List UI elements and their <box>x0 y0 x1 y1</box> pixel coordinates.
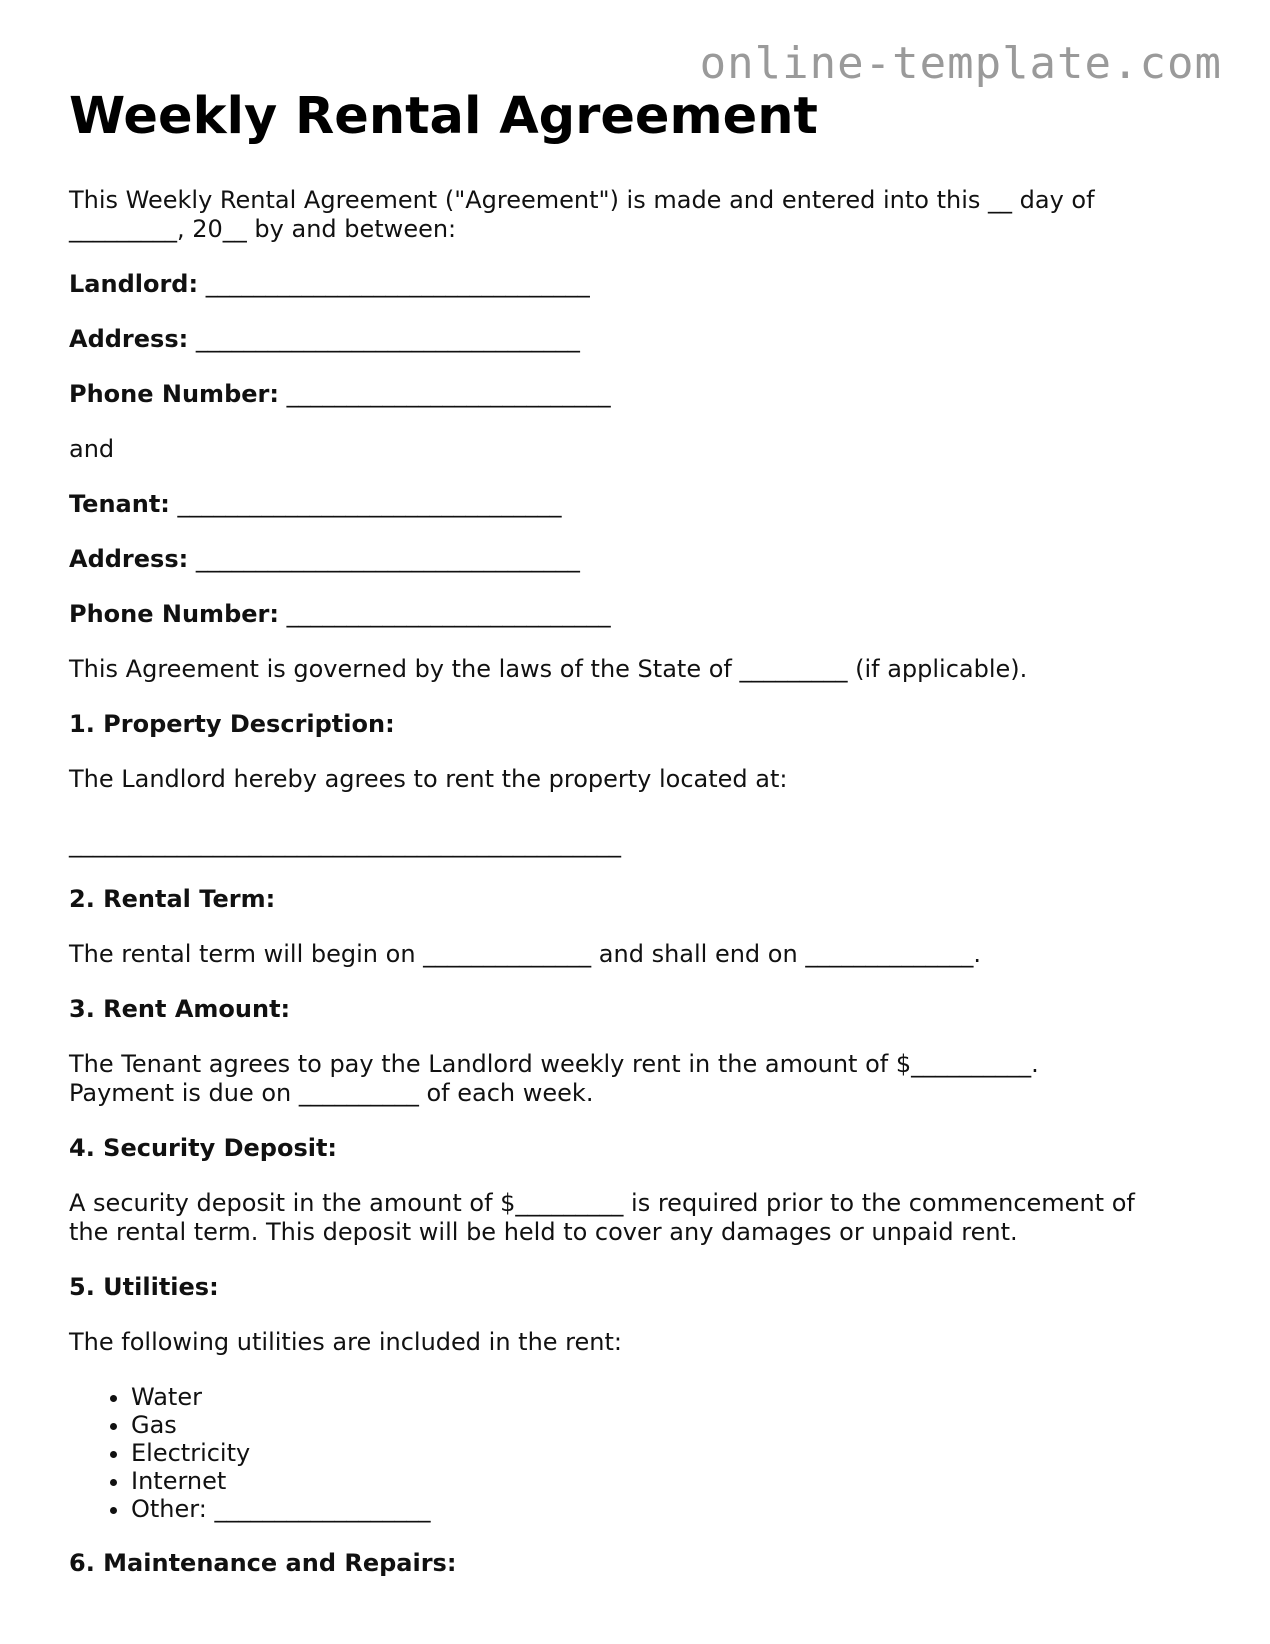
deposit-line-1: A security deposit in the amount of $_________ is required prior to the commencement of <box>69 1189 1135 1217</box>
landlord-phone-blank[interactable]: ___________________________ <box>286 380 611 408</box>
rent-line-1: The Tenant agrees to pay the Landlord weekly rent in the amount of $__________. <box>69 1050 1039 1078</box>
section-utilities-text: The following utilities are included in the rent: <box>69 1328 622 1356</box>
section-deposit-text <box>69 1189 1209 1247</box>
section-rent-text <box>69 1050 1209 1108</box>
connector-text: and <box>69 435 115 463</box>
tenant-phone-field[interactable] <box>69 600 1209 629</box>
tenant-address-label: Address: <box>69 545 189 573</box>
landlord-address-blank[interactable]: ________________________________ <box>195 325 580 353</box>
utility-item-gas: • Gas <box>131 1411 1209 1439</box>
tenant-address-field[interactable] <box>69 545 1209 574</box>
landlord-name-blank[interactable]: ________________________________ <box>205 270 590 298</box>
tenant-phone-blank[interactable]: ___________________________ <box>286 600 611 628</box>
property-address-blank[interactable]: ______________________________________________ <box>69 830 621 858</box>
utility-item-electricity: • Electricity <box>131 1439 1209 1467</box>
section-property-heading: 1. Property Description: <box>69 710 395 738</box>
landlord-address-field[interactable] <box>69 325 1209 354</box>
utility-item-other[interactable]: • Other: __________________ <box>131 1495 1209 1523</box>
landlord-name-field[interactable] <box>69 270 1209 299</box>
section-property-text: The Landlord hereby agrees to rent the property located at: <box>69 765 788 793</box>
intro-line-2: _________, 20__ by and between: <box>69 215 457 243</box>
utility-item-water: • Water <box>131 1383 1209 1411</box>
landlord-address-label: Address: <box>69 325 189 353</box>
tenant-name-field[interactable] <box>69 490 1209 519</box>
landlord-phone-field[interactable] <box>69 380 1209 409</box>
section-maintenance-heading: 6. Maintenance and Repairs: <box>69 1549 457 1577</box>
section-term-text: The rental term will begin on ______________ and shall end on ______________. <box>69 940 981 968</box>
watermark: online-template.com <box>699 38 1222 89</box>
deposit-line-2: the rental term. This deposit will be held to cover any damages or unpaid rent. <box>69 1218 1018 1246</box>
document-title: Weekly Rental Agreement <box>69 87 818 146</box>
tenant-name-blank[interactable]: ________________________________ <box>177 490 562 518</box>
section-term-heading: 2. Rental Term: <box>69 885 276 913</box>
tenant-phone-label: Phone Number: <box>69 600 279 628</box>
section-rent-heading: 3. Rent Amount: <box>69 995 291 1023</box>
section-utilities-heading: 5. Utilities: <box>69 1273 219 1301</box>
document-page <box>69 82 1209 1604</box>
rent-line-2: Payment is due on __________ of each week. <box>69 1079 594 1107</box>
landlord-name-label: Landlord: <box>69 270 199 298</box>
tenant-name-label: Tenant: <box>69 490 170 518</box>
landlord-phone-label: Phone Number: <box>69 380 279 408</box>
section-deposit-heading: 4. Security Deposit: <box>69 1134 338 1162</box>
intro-paragraph <box>69 186 1209 244</box>
utilities-list <box>69 1383 1209 1523</box>
governing-law-text: This Agreement is governed by the laws of the State of _________ (if applicable). <box>69 655 1028 683</box>
tenant-address-blank[interactable]: ________________________________ <box>195 545 580 573</box>
intro-line-1: This Weekly Rental Agreement ("Agreement") is made and entered into this __ day of <box>69 186 1095 214</box>
utility-item-internet: • Internet <box>131 1467 1209 1495</box>
